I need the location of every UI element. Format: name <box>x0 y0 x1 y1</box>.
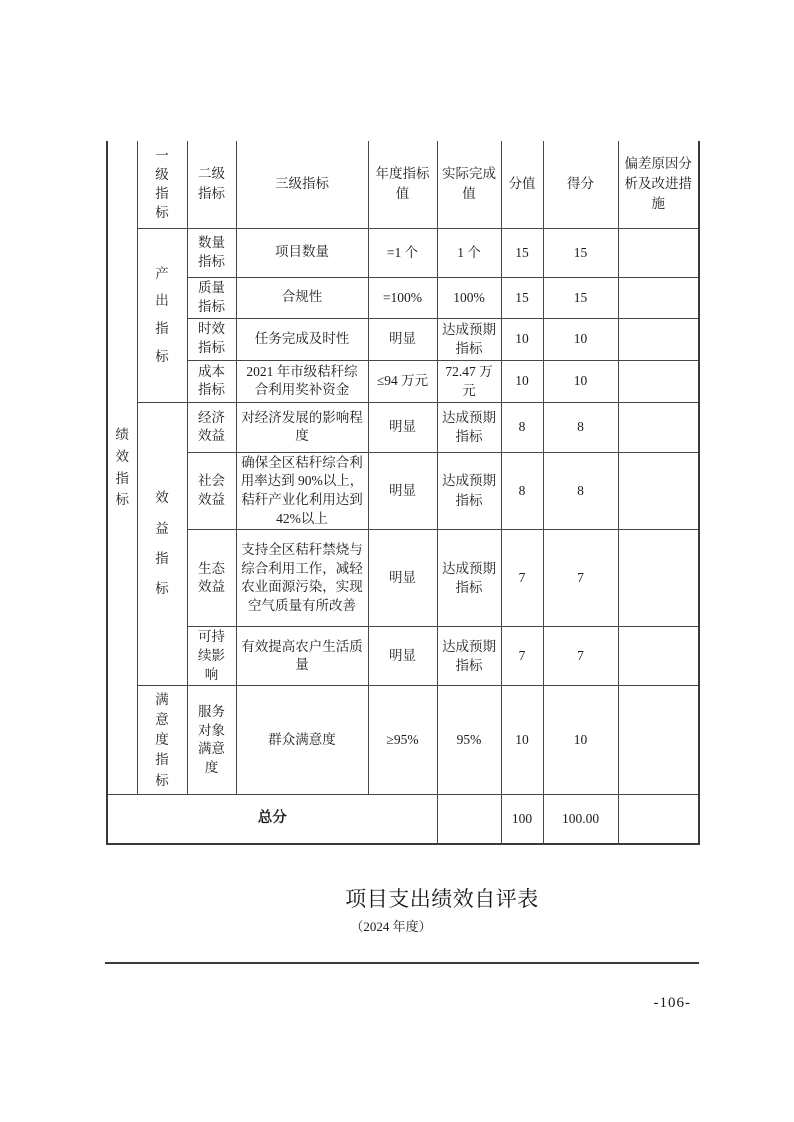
cell-actual: 达成预期指标 <box>437 627 501 686</box>
cell-deviation <box>618 318 699 360</box>
row-social-benefit <box>107 452 699 530</box>
cell-level3: 支持全区秸秆禁烧与综合利用工作，减轻农业面源污染，实现空气质量有所改善 <box>236 530 368 627</box>
cell-actual: 72.47 万元 <box>437 360 501 402</box>
row-total-score <box>107 795 699 844</box>
cell-score: 15 <box>501 228 543 277</box>
cell-level2: 时效指标 <box>187 318 236 360</box>
cell-score: 7 <box>501 627 543 686</box>
cell-score: 8 <box>501 402 543 452</box>
cell-deviation <box>618 452 699 530</box>
cell-points: 15 <box>543 228 618 277</box>
cell-deviation <box>618 228 699 277</box>
performance-indicator-table <box>106 141 700 845</box>
cell-actual: 达成预期指标 <box>437 530 501 627</box>
cell-actual: 100% <box>437 277 501 318</box>
total-deviation <box>618 795 699 844</box>
cell-deviation <box>618 277 699 318</box>
th-level1-indicator: 一级指标 <box>137 141 187 228</box>
cell-deviation <box>618 360 699 402</box>
row-ecological-benefit <box>107 530 699 627</box>
cell-points: 15 <box>543 277 618 318</box>
cell-level2: 数量指标 <box>187 228 236 277</box>
cell-level2: 质量指标 <box>187 277 236 318</box>
cell-level3: 确保全区秸秆综合利用率达到 90%以上，秸秆产业化利用达到 42%以上 <box>236 452 368 530</box>
cell-level3: 对经济发展的影响程度 <box>236 402 368 452</box>
cell-level2: 生态效益 <box>187 530 236 627</box>
cell-score: 10 <box>501 318 543 360</box>
cell-target: 明显 <box>368 627 437 686</box>
total-actual <box>437 795 501 844</box>
cell-level1-output-indicators: 产出指标 <box>137 228 187 402</box>
cell-level3: 项目数量 <box>236 228 368 277</box>
cell-level3: 有效提高农户生活质量 <box>236 627 368 686</box>
cell-score: 10 <box>501 686 543 795</box>
document-title: 项目支出绩效自评表 <box>345 887 539 911</box>
th-points-earned: 得分 <box>543 141 618 228</box>
cell-points: 8 <box>543 402 618 452</box>
cell-target: 明显 <box>368 530 437 627</box>
cell-score: 8 <box>501 452 543 530</box>
cell-level1-satisfaction-indicators: 满意度指标 <box>137 686 187 795</box>
cell-level2: 服务对象满意度 <box>187 686 236 795</box>
cell-points: 10 <box>543 686 618 795</box>
th-deviation-analysis: 偏差原因分析及改进措施 <box>618 141 699 228</box>
th-annual-target-value: 年度指标值 <box>368 141 437 228</box>
cell-level3: 合规性 <box>236 277 368 318</box>
cell-score: 7 <box>501 530 543 627</box>
row-public-satisfaction <box>107 686 699 795</box>
cell-target: 明显 <box>368 452 437 530</box>
cell-actual: 达成预期指标 <box>437 402 501 452</box>
th-level3-indicator: 三级指标 <box>236 141 368 228</box>
cell-level2: 可持续影响 <box>187 627 236 686</box>
cell-level3: 任务完成及时性 <box>236 318 368 360</box>
cell-actual: 95% <box>437 686 501 795</box>
row-group-label: 绩效指标 <box>115 427 129 508</box>
th-score-value: 分值 <box>501 141 543 228</box>
cell-target: ≤94 万元 <box>368 360 437 402</box>
cell-level3: 群众满意度 <box>236 686 368 795</box>
cell-points: 7 <box>543 627 618 686</box>
cell-points: 7 <box>543 530 618 627</box>
cell-score: 15 <box>501 277 543 318</box>
row-group-performance-indicators <box>107 141 137 795</box>
cell-actual: 达成预期指标 <box>437 318 501 360</box>
footer-divider-line <box>105 962 699 964</box>
cell-level2: 成本指标 <box>187 360 236 402</box>
cell-target: ≥95% <box>368 686 437 795</box>
cell-deviation <box>618 530 699 627</box>
row-quality-indicator <box>107 277 699 318</box>
cell-deviation <box>618 627 699 686</box>
cell-target: 明显 <box>368 318 437 360</box>
row-cost-indicator <box>107 360 699 402</box>
row-timeliness-indicator <box>107 318 699 360</box>
cell-score: 10 <box>501 360 543 402</box>
cell-level2: 经济效益 <box>187 402 236 452</box>
cell-points: 10 <box>543 318 618 360</box>
cell-target: 明显 <box>368 402 437 452</box>
page-number: -106- <box>653 995 691 1011</box>
table-header-row <box>107 141 699 228</box>
th-level2-indicator: 二级指标 <box>187 141 236 228</box>
row-quantity-indicator <box>107 228 699 277</box>
total-score: 100 <box>501 795 543 844</box>
document-subtitle: （2024 年度） <box>350 919 432 934</box>
th-actual-completion-value: 实际完成值 <box>437 141 501 228</box>
cell-target: =100% <box>368 277 437 318</box>
cell-deviation <box>618 402 699 452</box>
cell-actual: 1 个 <box>437 228 501 277</box>
cell-points: 10 <box>543 360 618 402</box>
cell-points: 8 <box>543 452 618 530</box>
row-economic-benefit <box>107 402 699 452</box>
total-points: 100.00 <box>543 795 618 844</box>
total-label: 总分 <box>107 795 437 844</box>
cell-actual: 达成预期指标 <box>437 452 501 530</box>
cell-deviation <box>618 686 699 795</box>
cell-level2: 社会效益 <box>187 452 236 530</box>
cell-level1-benefit-indicators: 效益指标 <box>137 402 187 685</box>
cell-target: =1 个 <box>368 228 437 277</box>
cell-level3: 2021 年市级秸秆综合利用奖补资金 <box>236 360 368 402</box>
row-sustainable-impact <box>107 627 699 686</box>
